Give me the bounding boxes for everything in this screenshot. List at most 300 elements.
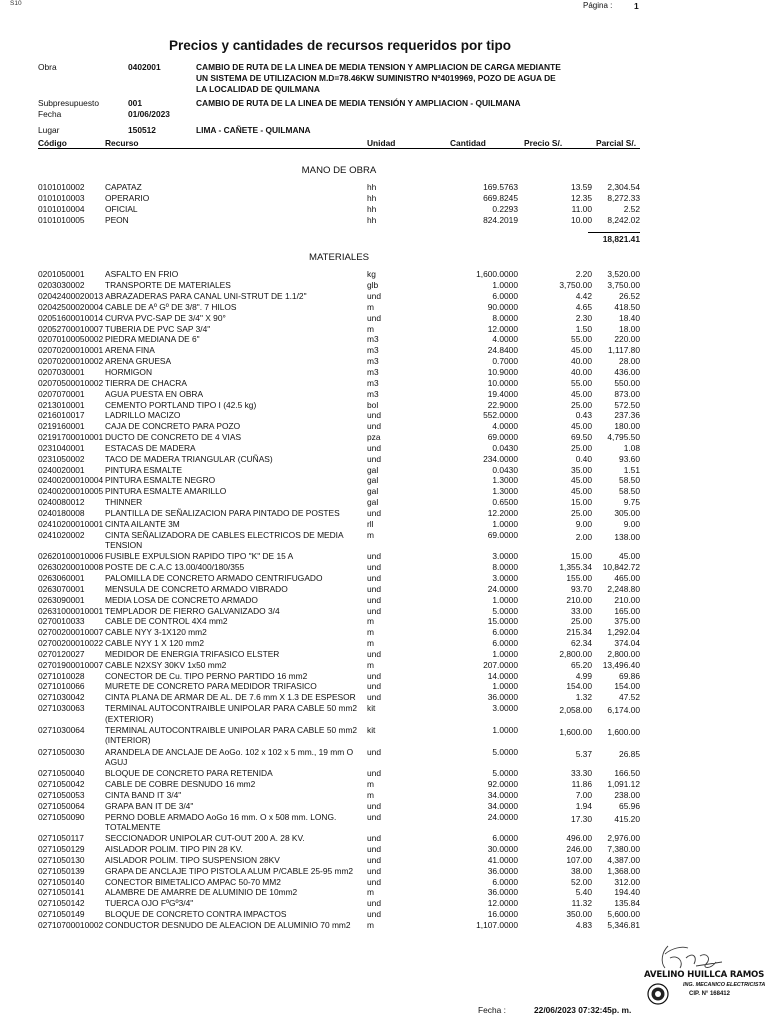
resource-partial: 65.96 xyxy=(619,800,640,811)
resource-name: MEDIDOR DE ENERGIA TRIFASICO ELSTER xyxy=(105,648,280,659)
resource-price: 2,800.00 xyxy=(559,648,592,659)
resource-code: 0271030042 xyxy=(38,692,85,703)
resource-unit: hh xyxy=(367,203,377,214)
resource-unit: glb xyxy=(367,280,379,291)
resource-unit: und xyxy=(367,648,381,659)
table-row xyxy=(38,530,640,552)
resource-partial: 194.40 xyxy=(614,887,640,898)
resource-unit: und xyxy=(367,876,381,887)
table-row xyxy=(38,573,640,584)
resource-name: AISLADOR POLIM. TIPO SUSPENSION 28KV xyxy=(105,854,280,865)
resource-code: 0271050130 xyxy=(38,854,85,865)
resource-quantity: 6.0000 xyxy=(492,833,518,844)
resource-partial: 550.00 xyxy=(614,377,640,388)
resource-quantity: 12.0000 xyxy=(487,323,518,334)
section-title: MANO DE OBRA xyxy=(301,165,377,176)
subtotal-rule xyxy=(588,232,640,233)
table-row xyxy=(38,584,640,595)
resource-quantity: 0.7000 xyxy=(492,356,518,367)
obra-code: 0402001 xyxy=(128,62,161,72)
resource-price: 45.00 xyxy=(571,486,592,497)
resource-code: 0271050141 xyxy=(38,887,85,898)
resource-quantity: 0.6500 xyxy=(492,497,518,508)
resource-quantity: 16.0000 xyxy=(487,909,518,920)
lugar-label: Lugar xyxy=(38,125,60,135)
lugar-code: 150512 xyxy=(128,125,156,135)
resource-partial: 1,292.04 xyxy=(607,627,640,638)
resource-unit: m xyxy=(367,779,374,790)
resource-code: 0207070001 xyxy=(38,388,85,399)
resource-code: 0271050142 xyxy=(38,898,85,909)
resource-name: TACO DE MADERA TRIANGULAR (CUÑAS) xyxy=(105,453,273,464)
resource-unit: m3 xyxy=(367,388,379,399)
section-subtotal: 18,821.41 xyxy=(602,234,640,245)
resource-price: 55.00 xyxy=(571,334,592,345)
resource-quantity: 12.2000 xyxy=(487,507,518,518)
resource-name: ARENA GRUESA xyxy=(105,356,172,367)
resource-quantity: 1,107.0000 xyxy=(476,920,518,930)
resource-name: OFICIAL xyxy=(105,203,138,214)
resource-code: 0263090001 xyxy=(38,594,85,605)
resource-code: 0231050002 xyxy=(38,453,85,464)
resource-price: 3,750.00 xyxy=(559,280,592,291)
resource-code: 0271010028 xyxy=(38,670,85,681)
resource-name: ARANDELA DE ANCLAJE DE AoGo. 102 x 102 x 5 mm., 19 mm O AGUJ xyxy=(105,746,354,768)
resource-name: PINTURA ESMALTE AMARILLO xyxy=(105,486,227,497)
resource-quantity: 234.0000 xyxy=(483,453,518,464)
resource-partial: 9.75 xyxy=(623,497,640,508)
resource-name: ALAMBRE DE AMARRE DE ALUMINIO DE 10mm2 xyxy=(105,887,298,898)
resource-quantity: 90.0000 xyxy=(487,301,518,312)
resource-name: CINTA PLANA DE ARMAR DE AL. DE 7.6 mm X 1.3 DE ESPESOR xyxy=(105,692,356,703)
resource-partial: 2,976.00 xyxy=(607,833,640,844)
resource-unit: und xyxy=(367,833,381,844)
resource-price: 25.00 xyxy=(571,616,592,627)
table-row xyxy=(38,844,640,855)
resource-partial: 237.36 xyxy=(614,410,640,421)
resource-name: CINTA BAND IT 3/4" xyxy=(105,789,182,800)
resource-code: 0207030001 xyxy=(38,366,85,377)
table-row xyxy=(38,193,640,204)
table-row xyxy=(38,703,640,725)
resource-unit: und xyxy=(367,583,381,594)
table-row xyxy=(38,812,640,834)
resource-unit: und xyxy=(367,291,381,302)
resource-name: MEDIA LOSA DE CONCRETO ARMADO xyxy=(105,594,258,605)
resource-table xyxy=(38,160,640,931)
resource-quantity: 207.0000 xyxy=(483,659,518,670)
resource-unit: und xyxy=(367,670,381,681)
resource-price: 496.00 xyxy=(566,833,592,844)
resource-name: CAJA DE CONCRETO PARA POZO xyxy=(105,421,241,432)
resource-name: AGUA PUESTA EN OBRA xyxy=(105,388,204,399)
resource-code: 02070500010002 xyxy=(38,377,104,388)
resource-quantity: 24.0000 xyxy=(487,583,518,594)
engineer-role: ING. MECANICO ELECTRICISTA xyxy=(683,982,766,988)
resource-partial: 7,380.00 xyxy=(607,844,640,855)
resource-code: 02042500020004 xyxy=(38,301,104,312)
resource-name: BLOQUE DE CONCRETO CONTRA IMPACTOS xyxy=(105,909,287,920)
resource-unit: und xyxy=(367,312,381,323)
resource-unit: m xyxy=(367,529,374,540)
resource-price: 62.34 xyxy=(571,638,592,649)
resource-price: 38.00 xyxy=(571,865,592,876)
resource-partial: 312.00 xyxy=(614,876,640,887)
resource-partial: 1.51 xyxy=(623,464,640,475)
resource-partial: 166.50 xyxy=(614,768,640,779)
resource-partial: 4,795.50 xyxy=(607,432,640,443)
table-row xyxy=(38,681,640,692)
resource-code: 0240020001 xyxy=(38,464,85,475)
resource-partial: 2,800.00 xyxy=(607,648,640,659)
resource-price: 11.86 xyxy=(571,779,592,790)
table-row xyxy=(38,389,640,400)
resource-quantity: 12.0000 xyxy=(487,898,518,909)
resource-unit: und xyxy=(367,453,381,464)
resource-name: CABLE DE Aº Gº DE 3/8". 7 HILOS xyxy=(105,301,237,312)
resource-partial: 58.50 xyxy=(619,475,640,486)
resource-partial: 1.08 xyxy=(623,442,640,453)
resource-quantity: 1,600.0000 xyxy=(476,269,518,280)
resource-partial: 4,387.00 xyxy=(607,854,640,865)
table-row xyxy=(38,508,640,519)
resource-code: 02070200010002 xyxy=(38,356,104,367)
resource-partial: 305.00 xyxy=(614,507,640,518)
resource-code: 0241020002 xyxy=(38,529,85,540)
resource-quantity: 1.0000 xyxy=(492,648,518,659)
resource-price: 35.00 xyxy=(571,464,592,475)
fecha-label: Fecha xyxy=(38,109,62,119)
resource-price: 4.42 xyxy=(575,291,592,302)
resource-unit: m xyxy=(367,659,374,670)
resource-unit: und xyxy=(367,507,381,518)
table-row xyxy=(38,204,640,215)
resource-partial: 415.20 xyxy=(614,813,640,824)
column-parcial: Parcial S/. xyxy=(596,138,637,148)
resource-unit: und xyxy=(367,605,381,616)
resource-partial: 45.00 xyxy=(619,551,640,562)
engineer-name: AVELINO HUILLCA RAMOS xyxy=(644,970,765,980)
table-row xyxy=(38,877,640,888)
resource-price: 155.00 xyxy=(566,573,592,583)
subpresupuesto-description: CAMBIO DE RUTA DE LA LINEA DE MEDIA TENSIÓN Y AMPLIACION - QUILMANA xyxy=(196,98,521,108)
resource-partial: 154.00 xyxy=(614,681,640,692)
resource-price: 45.00 xyxy=(571,421,592,432)
resource-unit: und xyxy=(367,746,381,757)
resource-unit: und xyxy=(367,844,381,855)
resource-name: BLOQUE DE CONCRETO PARA RETENIDA xyxy=(105,768,273,779)
resource-quantity: 6.0000 xyxy=(492,876,518,887)
resource-quantity: 30.0000 xyxy=(487,844,518,855)
resource-quantity: 4.0000 xyxy=(492,334,518,345)
resource-code: 0263070001 xyxy=(38,583,85,594)
resource-code: 0271010066 xyxy=(38,681,85,692)
resource-partial: 10,842.72 xyxy=(602,562,640,573)
resource-partial: 210.00 xyxy=(614,594,640,605)
resource-name: MENSULA DE CONCRETO ARMADO VIBRADO xyxy=(105,583,288,594)
resource-price: 11.32 xyxy=(571,898,592,909)
table-row xyxy=(38,551,640,562)
resource-code: 0271030064 xyxy=(38,724,85,735)
resource-unit: kit xyxy=(367,724,376,735)
resource-partial: 1,091.12 xyxy=(607,779,640,790)
resource-partial: 8,242.02 xyxy=(607,214,640,225)
print-date-value: 22/06/2023 07:32:45p. m. xyxy=(534,1005,632,1015)
resource-code: 02700200010007 xyxy=(38,627,104,638)
resource-quantity: 669.8245 xyxy=(483,192,518,203)
resource-unit: hh xyxy=(367,192,377,203)
resource-unit: m xyxy=(367,323,374,334)
resource-name: TERMINAL AUTOCONTRAIBLE UNIPOLAR PARA CABLE 50 mm2 (INTERIOR) xyxy=(105,724,358,746)
resource-unit: hh xyxy=(367,214,377,225)
resource-price: 25.00 xyxy=(571,442,592,453)
resource-price: 215.34 xyxy=(566,627,592,638)
resource-price: 15.00 xyxy=(571,551,592,562)
resource-partial: 165.00 xyxy=(614,605,640,616)
resource-code: 02410200010001 xyxy=(38,518,104,529)
resource-name: PINTURA ESMALTE xyxy=(105,464,183,475)
resource-price: 4.83 xyxy=(575,920,592,930)
resource-name: TIERRA DE CHACRA xyxy=(105,377,187,388)
resource-price: 15.00 xyxy=(571,497,592,508)
table-row xyxy=(38,833,640,844)
resource-quantity: 1.0000 xyxy=(492,681,518,692)
resource-quantity: 8.0000 xyxy=(492,312,518,323)
resource-code: 0271050117 xyxy=(38,833,84,844)
resource-unit: m3 xyxy=(367,366,379,377)
resource-price: 7.00 xyxy=(575,789,592,800)
table-row xyxy=(38,855,640,866)
resource-code: 02701900010007 xyxy=(38,659,104,670)
resource-name: SECCIONADOR UNIPOLAR CUT-OUT 200 A. 28 KV. xyxy=(105,833,305,844)
resource-quantity: 1.0000 xyxy=(492,594,518,605)
resource-partial: 375.00 xyxy=(614,616,640,627)
resource-price: 1,600.00 xyxy=(559,726,592,737)
resource-unit: m xyxy=(367,920,374,930)
resource-partial: 47.52 xyxy=(619,692,640,703)
resource-quantity: 8.0000 xyxy=(492,562,518,573)
resource-code: 02620100010006 xyxy=(38,551,104,562)
resource-partial: 13,496.40 xyxy=(602,659,640,670)
table-row xyxy=(38,280,640,291)
resource-code: 02630200010008 xyxy=(38,562,104,573)
resource-price: 2.00 xyxy=(575,531,592,542)
resource-quantity: 69.0000 xyxy=(487,529,518,540)
resource-partial: 93.60 xyxy=(619,453,640,464)
resource-quantity: 69.0000 xyxy=(487,432,518,443)
resource-name: CABLE NYY 3-1X120 mm2 xyxy=(105,627,207,638)
table-row xyxy=(38,367,640,378)
resource-quantity: 14.0000 xyxy=(487,670,518,681)
resource-partial: 2.52 xyxy=(623,203,640,214)
resource-code: 0271050030 xyxy=(38,746,85,757)
resource-quantity: 34.0000 xyxy=(487,789,518,800)
resource-price: 65.20 xyxy=(571,659,592,670)
resource-quantity: 15.0000 xyxy=(487,616,518,627)
report-code: S10 xyxy=(10,0,22,7)
resource-code: 02051600010014 xyxy=(38,312,104,323)
resource-name: TEMPLADOR DE FIERRO GALVANIZADO 3/4 xyxy=(105,605,280,616)
resource-quantity: 1.3000 xyxy=(492,486,518,497)
resource-code: 0270010033 xyxy=(38,616,85,627)
resource-code: 02070200010001 xyxy=(38,345,104,356)
resource-price: 2,058.00 xyxy=(559,705,592,716)
resource-partial: 18.00 xyxy=(619,323,640,334)
resource-code: 02052700010007 xyxy=(38,323,104,334)
resource-price: 69.50 xyxy=(571,432,592,443)
table-row xyxy=(38,400,640,411)
resource-unit: und xyxy=(367,692,381,703)
resource-code: 0231040001 xyxy=(38,442,85,453)
resource-unit: m3 xyxy=(367,377,379,388)
resource-partial: 5,600.00 xyxy=(607,909,640,920)
resource-partial: 374.04 xyxy=(614,638,640,649)
resource-partial: 180.00 xyxy=(614,421,640,432)
resource-unit: m xyxy=(367,887,374,898)
page-label: Página : xyxy=(583,1,613,10)
resource-price: 0.40 xyxy=(575,453,592,464)
resource-unit: m3 xyxy=(367,334,379,345)
resource-name: TUERCA OJO FºGº3/4" xyxy=(105,898,194,909)
resource-partial: 1,117.80 xyxy=(608,345,640,356)
table-row xyxy=(38,779,640,790)
table-row xyxy=(38,562,640,573)
table-row xyxy=(38,324,640,335)
resource-quantity: 3.0000 xyxy=(492,703,518,714)
resource-quantity: 3.0000 xyxy=(492,573,518,583)
resource-partial: 5,346.81 xyxy=(607,920,640,930)
table-row xyxy=(38,692,640,703)
resource-partial: 873.00 xyxy=(614,388,640,399)
table-row xyxy=(38,595,640,606)
resource-price: 45.00 xyxy=(571,388,592,399)
resource-quantity: 5.0000 xyxy=(492,746,518,757)
resource-partial: 26.85 xyxy=(619,748,640,759)
resource-name: GRAPA BAN IT DE 3/4" xyxy=(105,800,194,811)
column-codigo: Código xyxy=(38,138,67,148)
column-header-row xyxy=(38,138,640,149)
table-row xyxy=(38,627,640,638)
table-row xyxy=(38,747,640,769)
resource-unit: m xyxy=(367,616,374,627)
resource-quantity: 6.0000 xyxy=(492,638,518,649)
resource-price: 55.00 xyxy=(571,377,592,388)
resource-name: CINTA SEÑALIZADORA DE CABLES ELECTRICOS DE MEDIA TENSION xyxy=(105,529,344,551)
resource-name: CURVA PVC-SAP DE 3/4" X 90° xyxy=(105,312,226,323)
resource-price: 25.00 xyxy=(571,507,592,518)
resource-unit: und xyxy=(367,573,381,583)
resource-price: 5.40 xyxy=(575,887,592,898)
resource-partial: 1,600.00 xyxy=(607,726,640,737)
resource-price: 11.00 xyxy=(571,203,592,214)
resource-unit: und xyxy=(367,768,381,779)
resource-price: 154.00 xyxy=(566,681,592,692)
table-row xyxy=(38,801,640,812)
resource-quantity: 0.2293 xyxy=(492,203,518,214)
resource-quantity: 34.0000 xyxy=(487,800,518,811)
resource-quantity: 4.0000 xyxy=(492,421,518,432)
table-row xyxy=(38,291,640,302)
resource-name: GRAPA DE ANCLAJE TIPO PISTOLA ALUM P/CABLE 25-95 mm2 xyxy=(105,865,354,876)
resource-name: THINNER xyxy=(105,497,143,508)
table-row xyxy=(38,454,640,465)
resource-code: 02700200010022 xyxy=(38,638,104,649)
resource-quantity: 10.9000 xyxy=(487,366,518,377)
resource-price: 5.37 xyxy=(575,748,592,759)
resource-partial: 465.00 xyxy=(614,573,640,583)
resource-partial: 138.00 xyxy=(614,531,640,542)
subpresupuesto-label: Subpresupuesto xyxy=(38,98,99,108)
resource-unit: und xyxy=(367,442,381,453)
resource-unit: gal xyxy=(367,486,379,497)
resource-quantity: 1.0000 xyxy=(492,724,518,735)
table-row xyxy=(38,660,640,671)
column-recurso: Recurso xyxy=(105,138,139,148)
resource-name: MURETE DE CONCRETO PARA MEDIDOR TRIFASICO xyxy=(105,681,317,692)
table-row xyxy=(38,215,640,226)
resource-quantity: 1.3000 xyxy=(492,475,518,486)
resource-code: 0271030063 xyxy=(38,703,85,714)
resource-quantity: 5.0000 xyxy=(492,605,518,616)
resource-code: 0201050001 xyxy=(38,269,85,280)
resource-price: 13.59 xyxy=(571,182,592,192)
resource-name: LADRILLO MACIZO xyxy=(105,410,181,421)
resource-partial: 3,750.00 xyxy=(607,280,640,291)
resource-name: PLANTILLA DE SEÑALIZACION PARA PINTADO DE POSTES xyxy=(105,507,340,518)
resource-unit: und xyxy=(367,421,381,432)
resource-name: CINTA AILANTE 3M xyxy=(105,518,180,529)
resource-quantity: 0.0430 xyxy=(492,442,518,453)
resource-price: 107.00 xyxy=(566,854,592,865)
resource-price: 40.00 xyxy=(571,366,592,377)
fecha-value: 01/06/2023 xyxy=(128,109,170,119)
resource-unit: und xyxy=(367,909,381,920)
column-precio: Precio S/. xyxy=(524,138,563,148)
resource-code: 0271050129 xyxy=(38,844,85,855)
resource-price: 210.00 xyxy=(566,594,592,605)
resource-code: 0101010005 xyxy=(38,214,85,225)
resource-quantity: 92.0000 xyxy=(487,779,518,790)
resource-quantity: 1.0000 xyxy=(492,518,518,529)
section-subtotal-row xyxy=(38,225,640,247)
resource-code: 0101010004 xyxy=(38,203,85,214)
resource-unit: m xyxy=(367,638,374,649)
table-row xyxy=(38,616,640,627)
resource-name: CABLE NYY 1 X 120 mm2 xyxy=(105,638,204,649)
resource-price: 9.00 xyxy=(575,518,592,529)
resource-partial: 8,272.33 xyxy=(607,192,640,203)
resource-name: ARENA FINA xyxy=(105,345,155,356)
resource-name: DUCTO DE CONCRETO DE 4 VIAS xyxy=(105,432,242,443)
resource-unit: und xyxy=(367,811,381,822)
resource-price: 12.35 xyxy=(571,192,592,203)
resource-code: 0240180008 xyxy=(38,507,85,518)
resource-partial: 135.84 xyxy=(614,898,640,909)
resource-code: 0271050040 xyxy=(38,768,85,779)
resource-price: 0.43 xyxy=(575,410,592,421)
resource-quantity: 41.0000 xyxy=(487,854,518,865)
table-row xyxy=(38,465,640,476)
resource-quantity: 169.5763 xyxy=(483,182,518,192)
table-row xyxy=(38,432,640,443)
page-number: 1 xyxy=(634,1,639,11)
resource-code: 0271050090 xyxy=(38,811,85,822)
resource-price: 1.32 xyxy=(575,692,592,703)
resource-code: 02710700010002 xyxy=(38,920,104,930)
resource-unit: und xyxy=(367,898,381,909)
resource-code: 02631000010001 xyxy=(38,605,104,616)
resource-name: ABRAZADERAS PARA CANAL UNI-STRUT DE 1.1/2" xyxy=(105,291,307,302)
